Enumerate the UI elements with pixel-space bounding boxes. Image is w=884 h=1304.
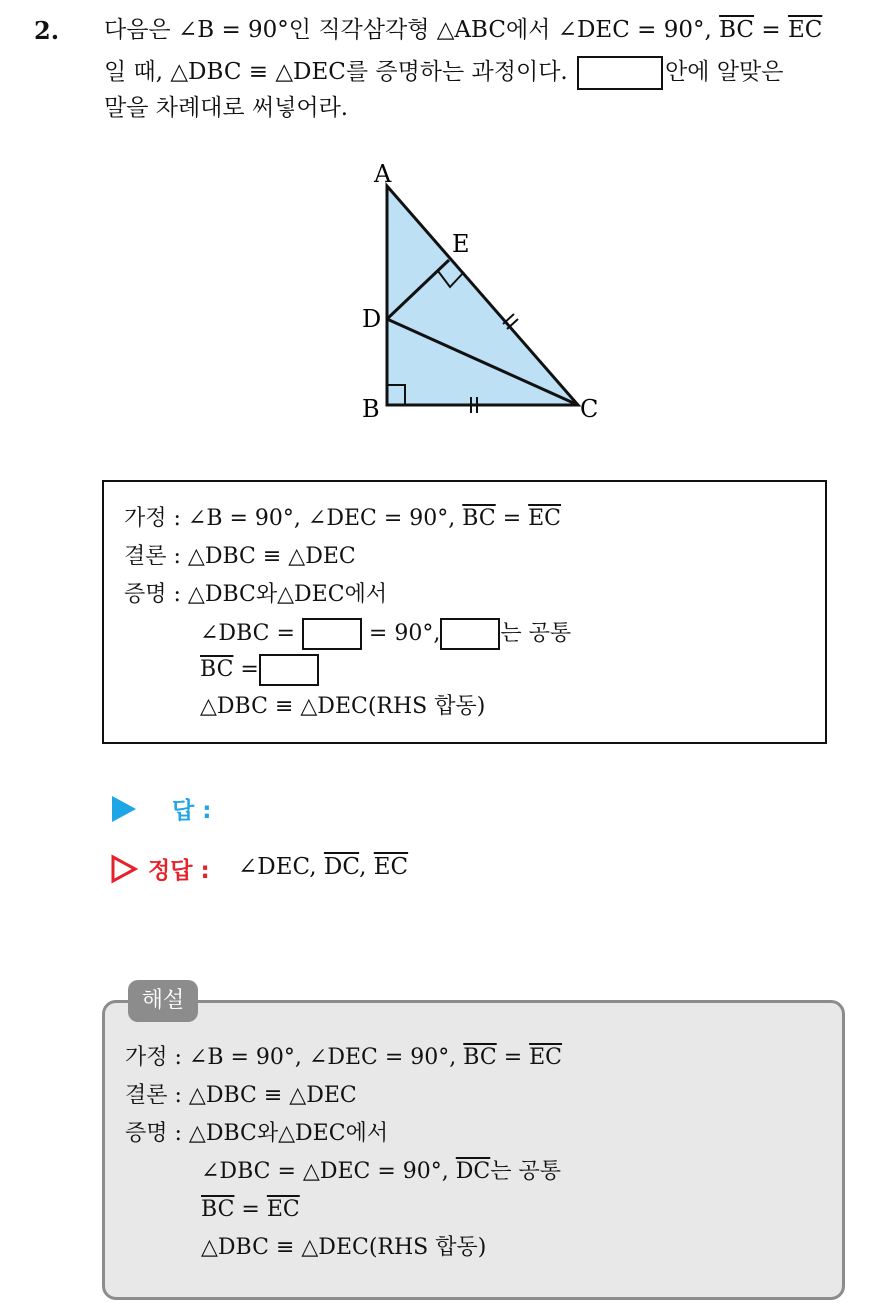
equals-sign: = xyxy=(233,657,259,682)
explanation-proof-intro xyxy=(125,1119,388,1149)
play-arrow-icon xyxy=(112,796,136,822)
step-text: = 90°, xyxy=(361,621,441,646)
premise-label: 가정 : xyxy=(124,506,188,531)
segment-bc: $\overline{BC}$ xyxy=(462,506,496,531)
explanation-tab: 해설 xyxy=(128,980,198,1022)
explanation-step-3: △DBC ≡ △DEC(RHS 합동) xyxy=(201,1235,487,1260)
segment-ec: $\overline{EC}$ xyxy=(373,854,409,880)
proof-conclusion xyxy=(124,542,356,572)
proof-label: 증명 : xyxy=(124,582,188,607)
correct-answer-label: 정답 : xyxy=(148,858,210,884)
step-text: ∠DBC = △DEC = 90°, xyxy=(201,1159,456,1184)
conclusion-text: △DBC ≡ △DEC xyxy=(187,544,356,569)
vertex-label-d: D xyxy=(362,305,382,333)
segment-bc: $\overline{BC}$ xyxy=(200,657,234,682)
vertex-label-e: E xyxy=(452,230,470,258)
answer-label: 답 : xyxy=(172,798,212,824)
segment-bc: $\overline{BC}$ xyxy=(719,17,755,43)
premise-label: 가정 : xyxy=(125,1045,189,1070)
proof-step-3: △DBC ≡ △DEC(RHS 합동) xyxy=(200,694,486,719)
proof-intro-text: △DBC와△DEC에서 xyxy=(187,582,388,607)
proof-box xyxy=(102,480,827,744)
explanation-conclusion xyxy=(125,1081,357,1111)
proof-intro xyxy=(124,580,387,610)
proof-label: 증명 : xyxy=(125,1121,189,1146)
segment-bc: $\overline{BC}$ xyxy=(463,1045,497,1070)
problem-text-line-2 xyxy=(104,56,783,90)
step-text: 는 공통 xyxy=(500,621,572,646)
blank-box-1 xyxy=(302,618,362,650)
vertex-label-a: A xyxy=(374,160,392,188)
answer-part: ∠DEC, xyxy=(238,854,324,880)
proof-step-1 xyxy=(200,618,571,650)
answer-separator: , xyxy=(359,854,374,880)
segment-ec: $\overline{EC}$ xyxy=(529,1045,563,1070)
vertex-label-c: C xyxy=(580,395,599,423)
equals-sign: = xyxy=(754,17,788,43)
segment-bc: $\overline{BC}$ xyxy=(201,1197,235,1222)
premise-text: ∠B = 90°, ∠DEC = 90°, xyxy=(188,1045,464,1070)
triangle-figure xyxy=(350,150,610,430)
problem-text: 안에 알맞은 xyxy=(665,59,784,85)
equals-sign: = xyxy=(496,1045,530,1070)
correct-answer-value xyxy=(238,854,408,880)
conclusion-label: 결론 : xyxy=(124,544,188,569)
triangle-abc xyxy=(387,186,578,405)
explanation-premise xyxy=(125,1043,562,1073)
equals-sign: = xyxy=(495,506,529,531)
explanation-step-1 xyxy=(201,1157,561,1187)
blank-box-2 xyxy=(440,618,500,650)
conclusion-label: 결론 : xyxy=(125,1083,189,1108)
blank-box-3 xyxy=(259,654,319,686)
outline-arrow-icon xyxy=(110,854,138,884)
step-text: 는 공통 xyxy=(490,1159,561,1184)
problem-text: 다음은 ∠B = 90°인 직각삼각형 △ABC에서 ∠DEC = 90°, xyxy=(104,17,720,43)
proof-intro-text: △DBC와△DEC에서 xyxy=(188,1121,389,1146)
segment-dc: $\overline{DC}$ xyxy=(455,1159,491,1184)
explanation-step-2 xyxy=(201,1195,300,1225)
problem-number: 2. xyxy=(34,16,60,45)
step-text: ∠DBC = xyxy=(200,621,302,646)
vertex-label-b: B xyxy=(362,395,380,423)
segment-ec: $\overline{EC}$ xyxy=(266,1197,300,1222)
segment-ec: $\overline{EC}$ xyxy=(787,17,823,43)
proof-premise xyxy=(124,504,561,534)
problem-text-line-1 xyxy=(104,14,822,46)
segment-ec: $\overline{EC}$ xyxy=(528,506,562,531)
problem-text: 일 때, △DBC ≡ △DEC를 증명하는 과정이다. xyxy=(104,59,576,85)
segment-dc: $\overline{DC}$ xyxy=(323,854,360,880)
blank-box xyxy=(577,56,663,90)
problem-text-line-3: 말을 차례대로 써넣어라. xyxy=(104,95,349,121)
conclusion-text: △DBC ≡ △DEC xyxy=(188,1083,357,1108)
equals-sign: = xyxy=(234,1197,267,1222)
explanation-box xyxy=(102,1000,845,1300)
premise-text: ∠B = 90°, ∠DEC = 90°, xyxy=(187,506,463,531)
proof-step-2 xyxy=(200,654,319,686)
